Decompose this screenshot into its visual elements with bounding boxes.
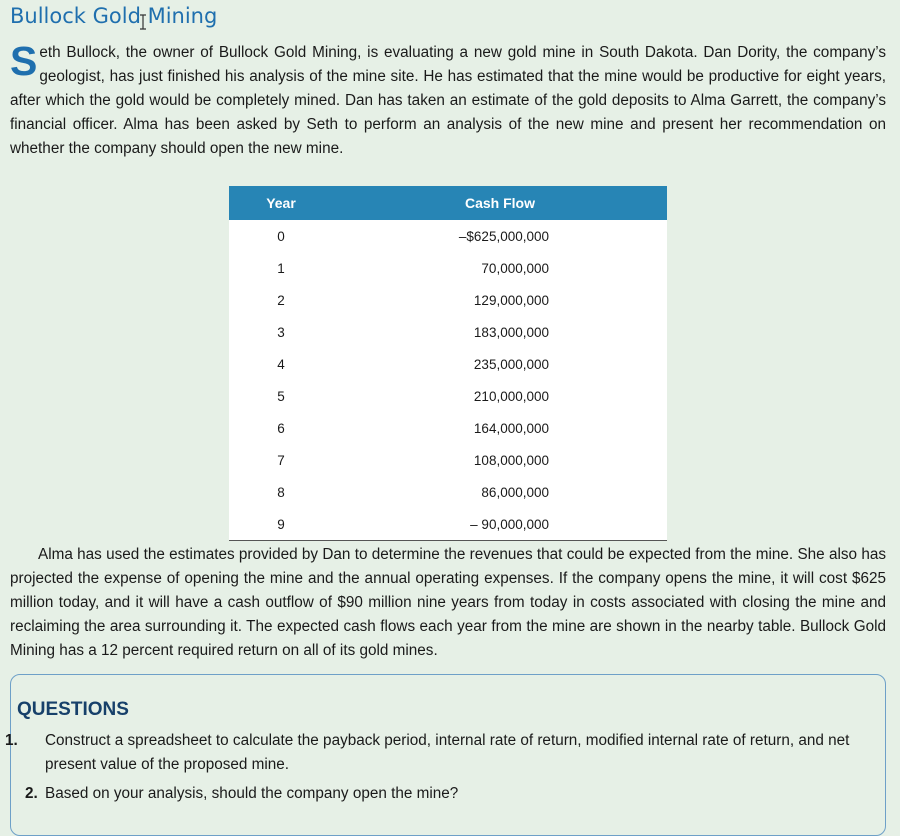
year-cell: 7 <box>277 452 285 468</box>
cash-cell: 235,000,000 <box>473 356 549 372</box>
drop-cap: S <box>10 38 38 84</box>
cash-cell: 86,000,000 <box>481 484 549 500</box>
page-title: Bullock Gold Mining <box>10 4 218 28</box>
table-row <box>229 220 667 252</box>
year-cell: 6 <box>277 420 285 436</box>
year-cell: 3 <box>277 324 285 340</box>
intro-paragraph <box>10 38 886 161</box>
cash-cell: 108,000,000 <box>473 452 549 468</box>
question-item <box>25 782 877 806</box>
header-year: Year <box>229 186 333 220</box>
question-number: 1. <box>5 732 18 749</box>
year-cell: 2 <box>277 292 285 308</box>
cash-cell: 164,000,000 <box>473 420 549 436</box>
header-cash-flow: Cash Flow <box>333 186 667 220</box>
year-cell: 1 <box>277 260 285 276</box>
table-row <box>229 412 667 444</box>
cash-cell: 70,000,000 <box>481 260 549 276</box>
questions-heading: QUESTIONS <box>17 699 129 720</box>
text-cursor-icon <box>138 14 148 30</box>
table-row <box>229 284 667 316</box>
table-row <box>229 348 667 380</box>
cash-cell: 129,000,000 <box>473 292 549 308</box>
table-row <box>229 508 667 541</box>
table-row <box>229 380 667 412</box>
cash-cell: 210,000,000 <box>473 388 549 404</box>
cash-flow-table <box>229 186 667 541</box>
year-cell: 0 <box>277 228 285 244</box>
year-cell: 9 <box>277 516 285 532</box>
cash-cell: – 90,000,000 <box>470 516 549 532</box>
questions-box <box>5 674 886 836</box>
question-text: Based on your analysis, should the company open the mine? <box>45 785 459 802</box>
table-row <box>229 444 667 476</box>
year-cell: 8 <box>277 484 285 500</box>
body-paragraph: Alma has used the estimates provided by Dan to determine the revenues that could be expected from the mine. She also has projected the expense of opening the mine and the annual operating expenses. If the company opens the mine, it will cost $625 million today, and it will have a cash outflow of $90 million nine years from today in costs associated with closing the mine and reclaiming the area surrounding it. The expected cash flows each year from the mine are shown in the nearby table. Bullock Gold Mining has a 12 percent required return on all of its gold mines. <box>10 546 886 659</box>
table-row <box>229 252 667 284</box>
cash-cell: 183,000,000 <box>473 324 549 340</box>
question-item <box>5 729 877 777</box>
year-cell: 4 <box>277 356 285 372</box>
question-text: Construct a spreadsheet to calculate the payback period, internal rate of return, modified internal rate of return, and net present value of the proposed mine. <box>45 732 850 773</box>
table-row <box>229 476 667 508</box>
table-row <box>229 316 667 348</box>
intro-text: eth Bullock, the owner of Bullock Gold Mining, is evaluating a new gold mine in South Dakota. Dan Dority, the company’s geologist, has just finished his analysis of the mine site. He has estimated that the mine would be productive for eight years, after which the gold would be completely mined. Dan has taken an estimate of the gold deposits to Alma Garrett, the company’s financial officer. Alma has been asked by Seth to perform an analysis of the new mine and present her recommendation on whether the company should open the new mine. <box>10 44 886 157</box>
year-cell: 5 <box>277 388 285 404</box>
cash-cell: –$625,000,000 <box>458 228 549 244</box>
question-number: 2. <box>25 785 38 802</box>
